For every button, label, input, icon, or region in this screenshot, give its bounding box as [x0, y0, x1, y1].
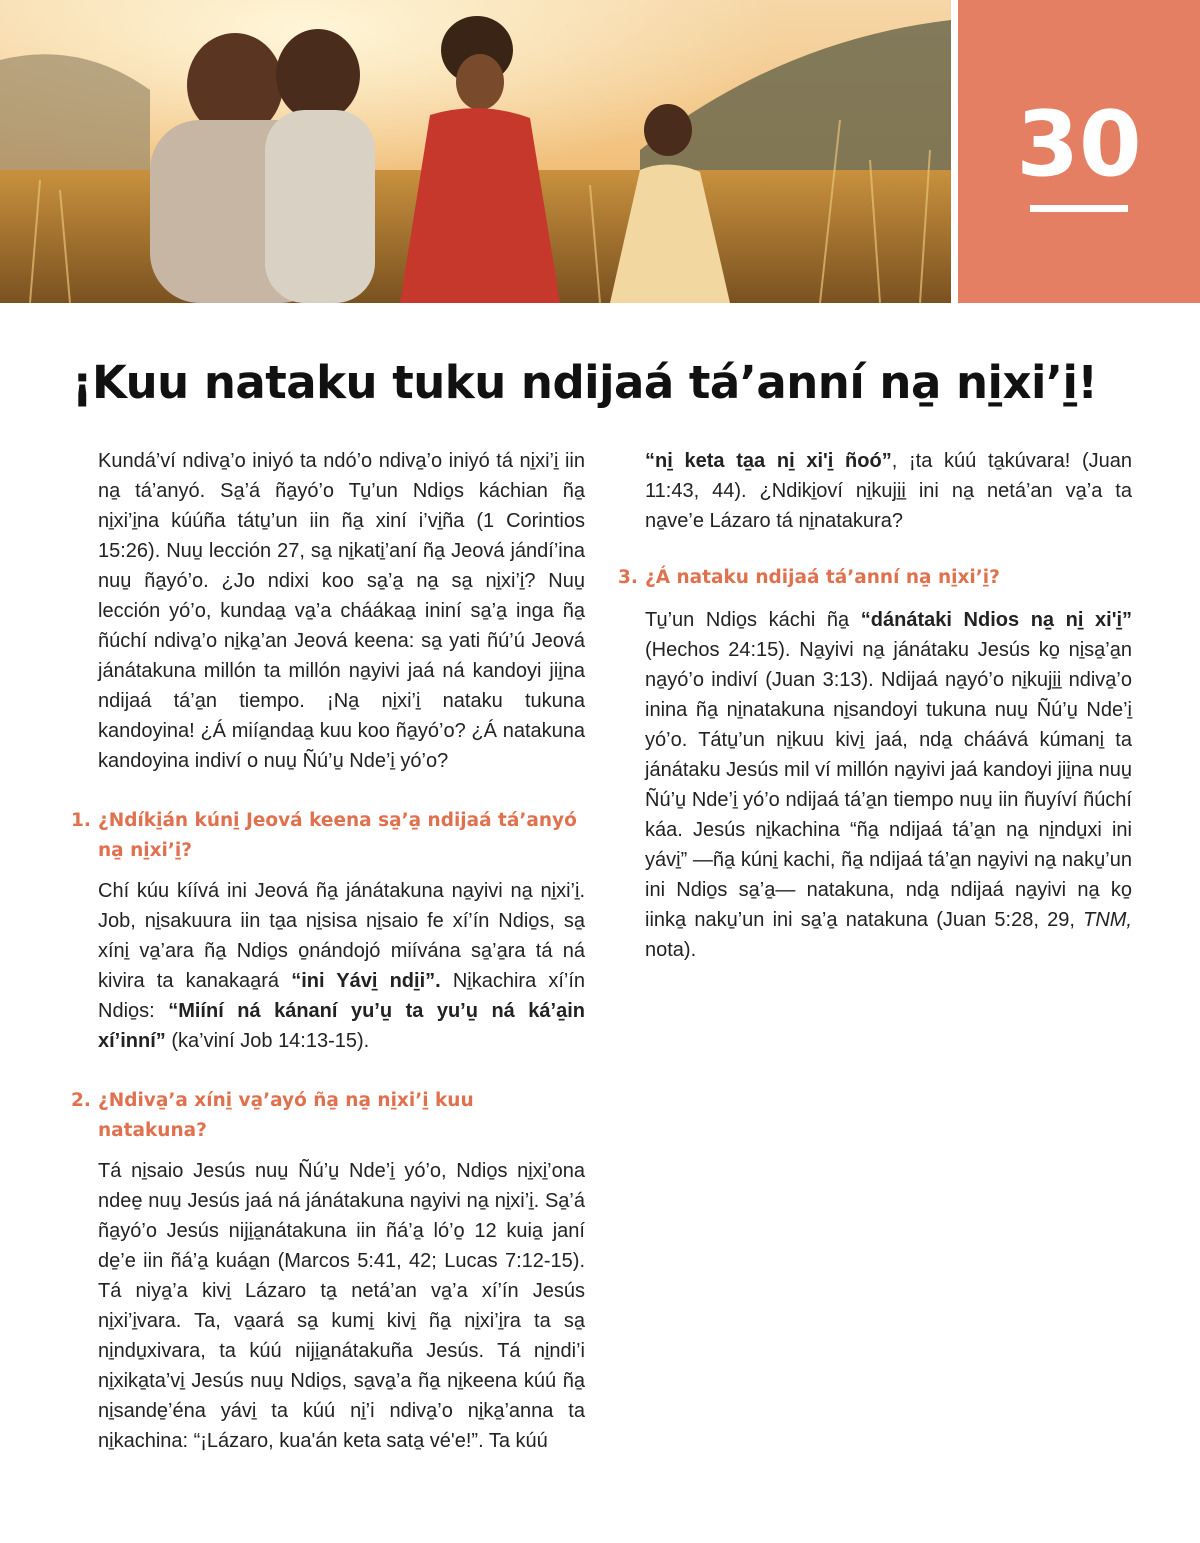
question-2-heading [71, 1086, 585, 1146]
question-1-heading [71, 806, 585, 866]
section-3-text-a: Tu̱’un Ndio̱s káchi ña̱ [645, 609, 861, 631]
intro-paragraph: Kundá’ví ndiva̱’o iniyó ta ndó’o ndiva̱’o iniyó tá ni̱xi’i̱ iin na̱ tá’anyó. Sa̱’á ña̱yó’o Tu̱’un Ndio̱s káchian ña̱ ni̱xi’i̱na kúúña tátu̱’un iin ña̱ xiní i’vi̱ña (1 Corintios 15:26). Nuu̱ lección 27, sa̱ ni̱kati̱’aní ña̱ Jeová jándí’ina nuu̱ ña̱yó’o. ¿Jo ndixi koo sa̱’a̱ na̱ sa̱ ni̱xi’i̱? Nuu̱ lección yó’o, kundaa̱ va̱’a cháákaa̱ ininí sa̱’a̱ inga ña̱ ñúchí ndiva̱’o ni̱ka̱’an Jeová keena: sa̱ yati ñú’ú Jeová jánátakuna millón ta millón na̱yivi jaá ná kandoyi jii̱na ndijaá tá’a̱n tiempo. ¡Na̱ ni̱xi’i̱ nataku tukuna kandoyina! ¿Á miía̱ndaa̱ kuu koo ña̱yó’o? ¿Á natakuna kandoyina indiví o nuu̱ Ñú’u̱ Nde’i̱ yó’o? [98, 450, 585, 772]
section-3-text-c: nota). [645, 939, 697, 961]
question-3-heading [618, 563, 1132, 593]
section-2-paragraph [98, 1156, 585, 1456]
question-3-number: 3. [618, 567, 638, 588]
question-2-number: 2. [71, 1090, 91, 1111]
section-1-text-b: Ni̱kachira xí’ín Ndio̱s: [98, 970, 586, 1022]
left-column [71, 446, 586, 1456]
section-3-bold: “dánátaki Ndios na̱ ni̱ xi'i̱” [860, 609, 1132, 631]
question-1-number: 1. [71, 810, 91, 831]
section-3-italic: TNM, [1083, 909, 1132, 931]
section-1-text-a: Chí kúu kíívá ini Jeová ña̱ jánátakuna na̱yivi na̱ ni̱xi’i̱. Job, ni̱sakuura iin ta̱a ni̱sisa ni̱saio fe xí’ín Ndio̱s, sa̱ xíni̱ va̱’ara ña̱ Ndio̱s o̱nándojó miívána sa̱’a̱ra tá ná kivira ta kanakaa̱rá [98, 880, 585, 992]
lesson-number: 30 [1016, 92, 1142, 197]
section-1-bold-a: “ini Yávi̱ ndi̱i”. [291, 970, 441, 992]
question-1-text: ¿Ndíki̱án kúni̱ Jeová keena sa̱’a̱ ndijaá tá’anyó na̱ ni̱xi’i̱? [98, 810, 577, 861]
section-3-text-b: (Hechos 24:15). Na̱yivi na̱ jánátaku Jesús ko̱ ni̱sa̱’a̱n na̱yó’o indiví (Juan 3:13). Ndijaá na̱yó’o ni̱kuji̱i̱ ndiva̱’o inina ña̱ ni̱natakuna ni̱sandoyi tukuna nuu̱ Ñú’u̱ Nde’i̱ yó’o. Tátu̱’un ni̱kuu kivi̱ jaá, nda̱ cháává kúmani̱ ta jánátaku Jesús mil ví millón na̱yivi jaá kandoyi jii̱na nuu̱ Ñú’u̱ Nde’i̱ yó’o ndijaá tá’a̱n tiempo nuu̱ iin ñuyíví ñúchí káa. Jesús ni̱kachina “ña̱ ndijaá tá’a̱n na̱ ni̱ndu̱xi ini yávi̱” —ña̱ kúni̱ kachi, ña̱ ndijaá tá’a̱n na̱yivi na̱ naku̱’un ini Ndio̱s sa̱’a̱— natakuna, nda̱ ndijaá na̱yivi na̱ ko̱ iinka̱ naku̱’un ini sa̱’a̱ natakuna (Juan 5:28, 29, [645, 639, 1132, 931]
section-2-paragraph-continued [645, 446, 1132, 536]
section-3-paragraph [645, 605, 1132, 965]
right-column [618, 446, 1132, 965]
section-1-text-c: (ka’viní Job 14:13-15). [165, 1030, 370, 1052]
section-2-text-b: , ¡ta kúú ta̱kúvara! (Juan 11:43, 44). ¿Ndiki̱oví ni̱kuji̱i̱ ini na̱ netá’an va̱’a ta na̱ve’e Lázaro tá ni̱natakura? [645, 450, 1132, 532]
section-1-paragraph [98, 876, 585, 1056]
section-2-bold: “ni̱ keta ta̱a ni̱ xi'i̱ ñoó” [645, 450, 892, 472]
family-photo-illustration [0, 0, 951, 303]
question-3-text: ¿Á nataku ndijaá tá’anní na̱ ni̱xi’i̱? [645, 567, 1000, 588]
section-2-text-a: Tá ni̱saio Jesús nuu̱ Ñú’u̱ Nde’i̱ yó’o, Ndio̱s ni̱xi̱’ona ndee̱ nuu̱ Jesús jaá ná jánátakuna na̱yivi na̱ ni̱xi’i̱. Sa̱’á ña̱yó’o Jesús niji̱a̱nátakuna iin ñá’a̱ ló’o̱ 12 kuia̱ janí de̱’e iin ñá’a̱ kuáa̱n (Marcos 5:41, 42; Lucas 7:12-15). Tá niya̱’a kivi̱ Lázaro ta̱ netá’an va̱’a xí’ín Jesús ni̱xi’i̱vara. Ta, va̱ará sa̱ kumi̱ kivi̱ ña̱ ni̱xi’i̱ra ta sa̱ ni̱ndu̱xivara, ta kúú niji̱a̱nátakuña Jesús. Tá ni̱ndi’i ni̱xika̱ta’vi̱ Jesús nuu̱ Ndio̱s, sa̱va̱’a ña̱ ni̱keena kúú ña̱ ni̱sande̱’éna yávi̱ ta kúú ni̱’i ndiva̱’o ni̱ka̱’anna ta ni̱kachina: “¡Lázaro, kua'án keta sata̱ vé'e!”. Ta kúú [98, 1160, 585, 1452]
page-title: ¡Kuu nataku tuku ndijaá tá’anní na̱ ni̱xi’i̱! [72, 356, 1098, 409]
lesson-number-box [958, 0, 1200, 303]
section-1-bold-b: “Miíní ná kánaní yu’u̱ ta yu’u̱ ná ká’a̱in xí’inní” [98, 1000, 585, 1052]
hero-photo [0, 0, 951, 303]
question-2-text: ¿Ndiva̱’a xíni̱ va̱’ayó ña̱ na̱ ni̱xi’i̱ kuu natakuna? [98, 1090, 474, 1141]
lesson-number-rule [1030, 205, 1128, 212]
